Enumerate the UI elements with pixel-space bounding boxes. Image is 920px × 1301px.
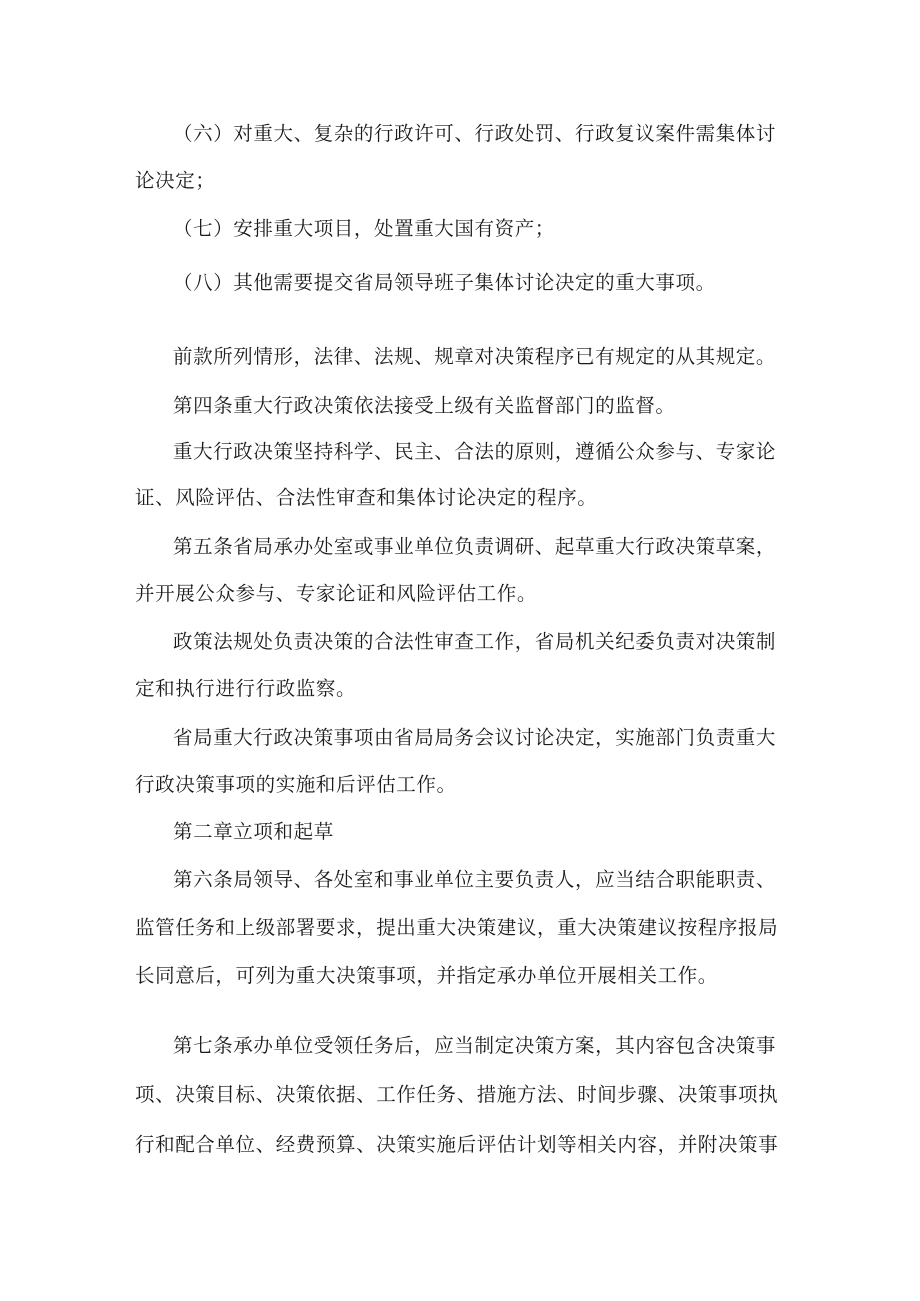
text-line-14: 行政决策事项的实施和后评估工作。 [135, 773, 457, 796]
text-line-1: （六）对重大、复杂的行政许可、行政处罚、行政复议案件需集体讨 [173, 122, 777, 145]
text-line-13: 省局重大行政决策事项由省局局务会议讨论决定，实施部门负责重大 [173, 726, 777, 749]
chapter-heading: 第二章立项和起草 [173, 820, 334, 843]
text-line-11: 政策法规处负责决策的合法性审查工作，省局机关纪委负责对决策制 [173, 630, 777, 653]
text-line-19: 第七条承办单位受领任务后，应当制定决策方案，其内容包含决策事 [173, 1034, 777, 1057]
text-line-6: 第四条重大行政决策依法接受上级有关监督部门的监督。 [173, 394, 676, 417]
text-line-5: 前款所列情形，法律、法规、规章对决策程序已有规定的从其规定。 [173, 345, 777, 368]
text-line-2: 论决定； [135, 169, 216, 192]
text-line-4: （八）其他需要提交省局领导班子集体讨论决定的重大事项。 [173, 271, 716, 294]
text-line-20: 项、决策目标、决策依据、工作任务、措施方法、时间步骤、决策事项执 [135, 1083, 779, 1106]
text-line-21: 行和配合单位、经费预算、决策实施后评估计划等相关内容，并附决策事 [135, 1133, 779, 1156]
text-line-9: 第五条省局承办处室或事业单位负责调研、起草重大行政决策草案， [173, 535, 777, 558]
text-line-8: 证、风险评估、合法性审查和集体讨论决定的程序。 [135, 486, 598, 509]
text-line-17: 监管任务和上级部署要求，提出重大决策建议，重大决策建议按程序报局 [135, 916, 779, 939]
text-line-7: 重大行政决策坚持科学、民主、合法的原则，遵循公众参与、专家论 [173, 440, 777, 463]
text-line-10: 并开展公众参与、专家论证和风险评估工作。 [135, 582, 538, 605]
text-line-3: （七）安排重大项目，处置重大国有资产； [173, 217, 555, 240]
text-line-18: 长同意后，可列为重大决策事项，并指定承办单位开展相关工作。 [135, 964, 718, 987]
text-line-16: 第六条局领导、各处室和事业单位主要负责人，应当结合职能职责、 [173, 868, 777, 891]
text-line-12: 定和执行进行行政监察。 [135, 677, 357, 700]
